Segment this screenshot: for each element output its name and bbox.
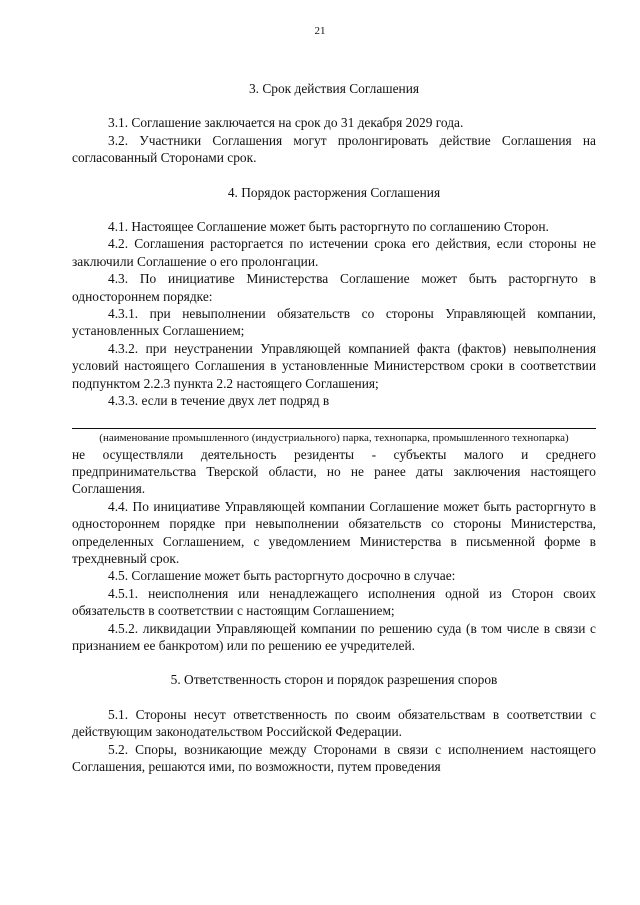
paragraph-4-4: 4.4. По инициативе Управляющей компании Соглашение может быть расторгнуто в одностороннем порядке при невыполнении обязательств со стороны Министерства, определенных Соглашением, с уведомлением Министерства в письменной форме в трехдневный срок.: [72, 498, 596, 566]
fill-line-caption: (наименование промышленного (индустриального) парка, технопарка, промышленного технопарка): [99, 431, 569, 444]
section-3-title: 3. Срок действия Соглашения: [248, 81, 420, 96]
paragraph-5-2: 5.2. Споры, возникающие между Сторонами в связи с исполнением настоящего Соглашения, решаются ими, по возможности, путем проведения: [72, 741, 596, 774]
section-4-title: 4. Порядок расторжения Соглашения: [227, 184, 441, 200]
paragraph-4-3-3: 4.3.3. если в течение двух лет подряд в: [108, 393, 330, 409]
paragraph-4-3-3-continued: не осуществляли деятельность резиденты - субъекты малого и среднего предпринимательства Тверской области, но не ранее даты заключения настоящего Соглашения.: [72, 446, 596, 497]
paragraph-3-2: 3.2. Участники Соглашения могут пролонгировать действие Соглашения на согласованный Сторонами срок.: [72, 132, 596, 166]
paragraph-5-1: 5.1. Стороны несут ответственность по своим обязательствам в соответствии с действующим законодательством Российской Федерации.: [72, 706, 596, 740]
paragraph-4-5-1: 4.5.1. неисполнения или ненадлежащего исполнения одной из Сторон своих обязательств в соответствии с настоящим Соглашением;: [72, 585, 596, 619]
paragraph-4-5: 4.5. Соглашение может быть расторгнуто досрочно в случае:: [108, 568, 456, 584]
document-body: [72, 80, 596, 775]
paragraph-4-5-2: 4.5.2. ликвидации Управляющей компании по решению суда (в том числе в связи с признанием ее банкротом) или по решению ее учредителей.: [72, 620, 596, 653]
section-5-title: 5. Ответственность сторон и порядок разрешения споров: [170, 672, 498, 688]
paragraph-4-3: 4.3. По инициативе Министерства Соглашение может быть расторгнуто в одностороннем порядке:: [72, 271, 596, 304]
blank-fill-line: [72, 412, 596, 429]
paragraph-4-3-2: 4.3.2. при неустранении Управляющей компанией факта (фактов) невыполнения условий настоящего Соглашения в установленные Министерством сроки в соответствии подпунктом 2.2.3 пункта 2.2 настоящего Соглашения;: [72, 340, 596, 391]
paragraph-4-3-1: 4.3.1. при невыполнении обязательств со стороны Управляющей компании, установленных Соглашением;: [72, 306, 596, 339]
paragraph-3-1: 3.1. Соглашение заключается на срок до 31 декабря 2029 года.: [108, 115, 464, 131]
paragraph-4-2: 4.2. Соглашения расторгается по истечении срока его действия, если стороны не заключили Соглашение о его пролонгации.: [72, 236, 596, 269]
page-number: 21: [314, 25, 326, 37]
paragraph-4-1: 4.1. Настоящее Соглашение может быть расторгнуто по соглашению Сторон.: [108, 219, 549, 235]
